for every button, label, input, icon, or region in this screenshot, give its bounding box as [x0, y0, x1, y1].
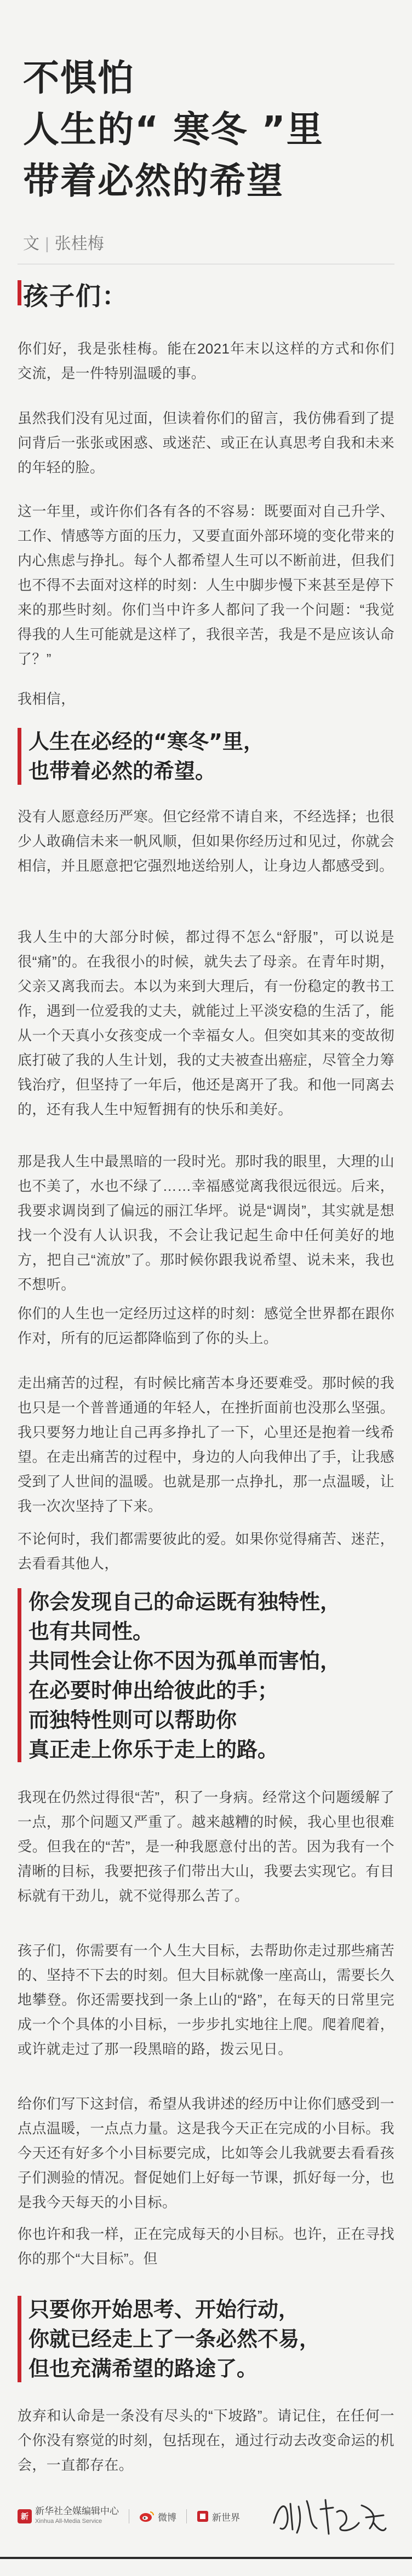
pull-quote-line: 只要你开始思考、开始行动， [28, 2297, 300, 2322]
paragraph: 不论何时，我们都需要彼此的爱。如果你觉得痛苦、迷茫，去看看其他人， [18, 1531, 394, 1572]
paragraph: 放弃和认命是一条没有尽头的“下坡路”。请记住，在任何一个你没有察觉的时刻，包括现在，通过行动去改变命运的机会，一直都存在。 [18, 2407, 394, 2473]
greeting: 孩子们： [23, 281, 128, 311]
xinhua-icon: 新 [18, 2509, 32, 2523]
pull-quote-winter [28, 727, 385, 786]
weibo-icon [139, 2510, 154, 2522]
paragraph: 给你们写下这封信，希望从我讲述的经历中让你们感受到一点点温暖，一点点力量。这是我今天正在完成的小目标。我今天还有好多个小目标要完成，比如等会儿我就要去看看孩子们测验的情况。督促她们上好每一节课，抓好每一分，也是我今天每天的小目标。 [18, 2095, 394, 2210]
pull-quote-line: 你会发现自己的命运既有独特性， [28, 1590, 341, 1614]
pull-quote-line: 共同性会让你不因为孤单而害怕， [28, 1649, 341, 1673]
weibo-logo [139, 2510, 176, 2523]
paragraph: 没有人愿意经历严寒。但它经常不请自来，不经选择；也很少人敢确信未来一帆风顺，但如果你经历过和见过，你就会相信，并且愿意把它强烈地送给别人，让身边人都感受到。 [18, 808, 394, 874]
xinshiye-logo [197, 2510, 240, 2523]
pull-quote-line: 也带着必然的希望。 [28, 759, 216, 783]
pull-quote-unique [28, 1587, 385, 1764]
paragraph: 我相信， [18, 691, 76, 707]
paragraph: 这一年里，或许你们各有各的不容易：既要面对自己升学、工作、情感等方面的压力，又要直面外部环境的变化带来的内心焦虑与挣扎。每个人都希望人生可以不断前进，但我们也不得不去面对这样的时刻：人生中脚步慢下来甚至是停下来的那些时刻。你们当中许多人都问了我一个问题：“我觉得我的人生可能就是这样了，我很辛苦，我是不是应该认命了？” [18, 503, 394, 667]
pull-quote-line: 在必要时伸出给彼此的手； [28, 1678, 279, 1703]
author-name: 张桂梅 [54, 235, 104, 253]
byline-separator: | [45, 235, 49, 253]
xinhua-logo-sublabel: Xinhua All-Media Service [35, 2518, 102, 2525]
logo-separator [186, 2509, 187, 2523]
xinshiye-icon [197, 2510, 209, 2522]
weibo-logo-label: 微博 [158, 2512, 176, 2523]
paragraph: 孩子们，你需要有一个人生大目标，去帮助你走过那些痛苦的、坚持不下去的时刻。但大目标就像一座高山，需要长久地攀登。你还需要找到一条上山的“路”，在每天的日常里完成一个个具体的小目标，一步步扎实地往上爬。爬着爬着，或许就走过了那一段黑暗的路，拨云见日。 [18, 1942, 394, 2057]
pull-quote-line: 但也充满希望的路途了。 [28, 2357, 258, 2381]
xinshiye-logo-label: 新世界 [212, 2512, 240, 2523]
greeting-accent-bar [18, 280, 21, 305]
paragraph: 我现在仍然过得很“苦”，积了一身病。经常这个问题缓解了一点，那个问题又严重了。越来越糟的时候，我心里也很难受。但我在的“苦”，是一种我愿意付出的苦。因为我有一个清晰的目标，我要把孩子们带出大山，我要去实现它。有目标就有干劲儿，就不觉得那么苦了。 [18, 1789, 394, 1904]
paragraph: 你们的人生也一定经历过这样的时刻：感觉全世界都在跟你作对，所有的厄运都降临到了你的头上。 [18, 1305, 394, 1346]
signature-image [268, 2490, 389, 2539]
pull-quote-line: 人生在必经的“寒冬”里， [28, 730, 264, 754]
paragraph: 那是我人生中最黑暗的一段时光。那时我的眼里，大理的山也不美了，水也不绿了……幸福感觉离我很远很远。后来，我要求调岗到了偏远的丽江华坪。说是“调岗”，其实就是想找一个没有人认识我，不会让我记起生命中任何美好的地方，把自己“流放”了。那时候你跟我说希望、说未来，我也不想听。 [18, 1153, 394, 1293]
article-title [23, 53, 385, 207]
byline [23, 230, 104, 254]
quote-accent-bar [18, 2296, 21, 2382]
paragraph: 你们好，我是张桂梅。能在2021年末以这样的方式和你们交流，是一件特别温暖的事。 [18, 340, 394, 381]
pull-quote-action [28, 2295, 385, 2383]
paragraph: 你也许和我一样，正在完成每天的小目标。也许，正在寻找你的那个“大目标”。但 [18, 2226, 394, 2267]
pull-quote-line: 你就已经走上了一条必然不易， [28, 2327, 321, 2351]
title-line: 带着必然的希望 [23, 160, 284, 202]
xinhua-logo [18, 2506, 119, 2526]
bottom-rule [0, 2557, 412, 2559]
paragraph: 我人生中的大部分时候，都过得不怎么“舒服”，可以说是很“痛”的。在我很小的时候，就失去了母亲。在青年时期，父亲又离我而去。本以为来到大理后，有一份稳定的教书工作，遇到一位爱我的丈夫，就能过上平淡安稳的生活了，能从一个天真小女孩变成一个幸福女人。但突如其来的变故彻底打破了我的人生计划，我的丈夫被查出癌症，尽管全力筹钱治疗，但坚持了一年后，他还是离开了我。和他一同离去的，还有我人生中短暂拥有的快乐和美好。 [18, 929, 394, 1118]
quote-accent-bar [18, 1588, 21, 1762]
pull-quote-line: 而独特性则可以帮助你 [28, 1708, 237, 1732]
xinhua-logo-label: 新华社全媒编辑中心 [35, 2506, 119, 2516]
paragraph: 虽然我们没有见过面，但读着你们的留言，我仿佛看到了提问背后一张张或困惑、或迷茫、或正在认真思考自我和未来的年轻的脸。 [18, 410, 394, 476]
byline-prefix: 文 [23, 235, 39, 253]
title-line: 人生的“ 寒冬 ”里 [23, 108, 324, 150]
pull-quote-line: 真正走上你乐于走上的路。 [28, 1738, 279, 1762]
pull-quote-line: 也有共同性。 [28, 1619, 154, 1643]
paragraph: 走出痛苦的过程，有时候比痛苦本身还要难受。那时候的我也只是一个普普通通的年轻人，在挫折面前也没那么坚强。我只要努力地让自己再多挣扎了一下，心里还是抱着一线希望。在走出痛苦的过程中，身边的人向我伸出了手，让我感受到了人世间的温暖。也就是那一点挣扎，那一点温暖，让我一次次坚持了下来。 [18, 1375, 394, 1514]
footer-logos [18, 2506, 240, 2526]
quote-accent-bar [18, 728, 21, 785]
title-line: 不惧怕 [23, 57, 135, 99]
